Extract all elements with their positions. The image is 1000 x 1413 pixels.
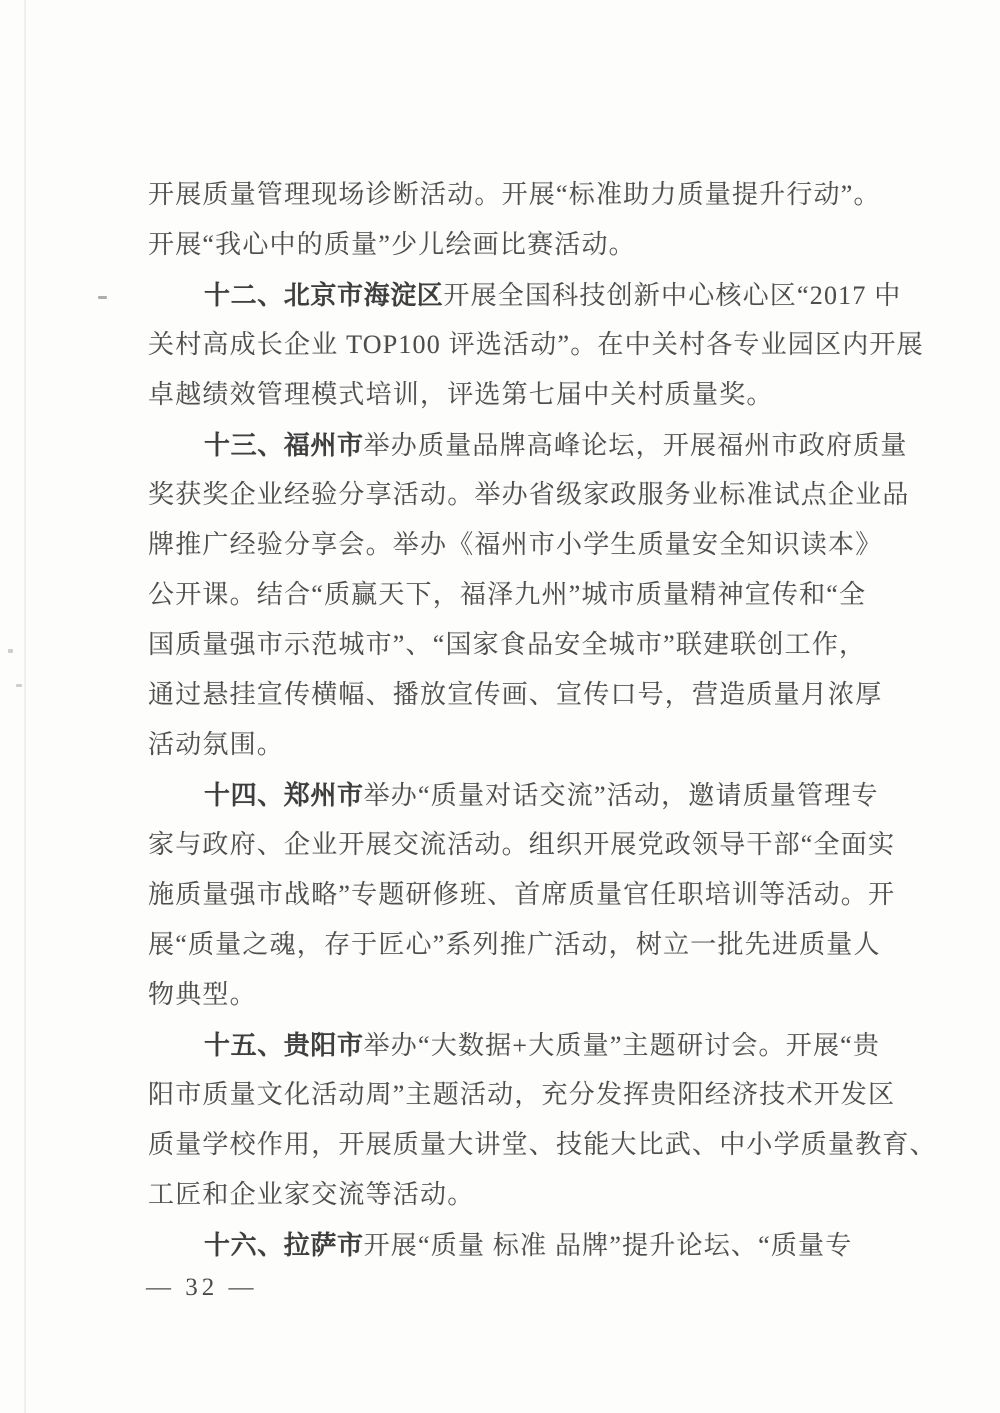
line-text: 通过悬挂宣传横幅、播放宣传画、宣传口号，营造质量月浓厚: [148, 680, 883, 709]
text-line: [148, 770, 918, 820]
line-text: 展“质量之魂，存于匠心”系列推广活动，树立一批先进质量人: [148, 930, 881, 959]
line-text: 开展全国科技创新中心核心区“2017 中: [443, 281, 902, 310]
text-line: [148, 1120, 937, 1170]
line-text: 质量学校作用，开展质量大讲堂、技能大比武、中小学质量教育、: [148, 1130, 937, 1159]
page-number: — 32 —: [146, 1274, 258, 1301]
text-line: [148, 820, 918, 870]
text-line: [148, 370, 918, 420]
line-text: 关村高成长企业 TOP100 评选活动”。在中关村各专业园区内开展: [148, 330, 924, 359]
line-text: 举办质量品牌高峰论坛，开展福州市政府质量: [363, 431, 908, 460]
text-line: [148, 620, 918, 670]
scan-edge-artifact: [24, 0, 26, 1413]
line-text: 牌推广经验分享会。举办《福州市小学生质量安全知识读本》: [148, 530, 883, 559]
line-text: 举办“质量对话交流”活动，邀请质量管理专: [363, 781, 879, 810]
text-line: [148, 1220, 918, 1270]
line-text: 开展质量管理现场诊断活动。开展“标准助力质量提升行动”。: [148, 180, 881, 209]
text-line: [148, 920, 918, 970]
scan-speck: [8, 649, 13, 653]
paragraph-lead: 十六、拉萨市: [204, 1230, 364, 1260]
text-line: [148, 220, 918, 270]
text-line: [148, 1170, 918, 1220]
paragraph-lead: 十五、贵阳市: [204, 1030, 364, 1060]
line-text: 工匠和企业家交流等活动。: [148, 1180, 475, 1209]
text-line: [148, 1020, 918, 1070]
paragraph-lead: 十二、北京市海淀区: [204, 280, 444, 310]
text-line: [148, 970, 918, 1020]
scan-speck: [16, 684, 22, 687]
document-body: [148, 170, 937, 1270]
line-text: 施质量强市战略”专题研修班、首席质量官任职培训等活动。开: [148, 880, 896, 909]
line-text: 家与政府、企业开展交流活动。组织开展党政领导干部“全面实: [148, 830, 896, 859]
text-line: [148, 720, 918, 770]
line-text: 活动氛围。: [148, 730, 285, 759]
text-line: [148, 470, 918, 520]
text-line: [148, 570, 918, 620]
text-line: [148, 170, 918, 220]
line-text: 阳市质量文化活动周”主题活动，充分发挥贵阳经济技术开发区: [148, 1080, 896, 1109]
paragraph-lead: 十四、郑州市: [204, 780, 364, 810]
line-text: 奖获奖企业经验分享活动。举办省级家政服务业标准试点企业品: [148, 480, 910, 509]
text-line: [148, 870, 918, 920]
text-line: [148, 420, 918, 470]
line-text: 举办“大数据+大质量”主题研讨会。开展“贵: [363, 1031, 881, 1060]
line-text: 卓越绩效管理模式培训，评选第七届中关村质量奖。: [148, 380, 774, 409]
text-line: [148, 320, 924, 370]
line-text: 开展“我心中的质量”少儿绘画比赛活动。: [148, 230, 636, 259]
line-text: 开展“质量 标准 品牌”提升论坛、“质量专: [363, 1231, 853, 1260]
text-line: [148, 270, 918, 320]
line-text: 物典型。: [148, 980, 257, 1009]
text-line: [148, 1070, 918, 1120]
text-line: [148, 520, 918, 570]
text-line: [148, 670, 918, 720]
paragraph-lead: 十三、福州市: [204, 430, 364, 460]
scan-speck: [98, 296, 107, 299]
line-text: 公开课。结合“质赢天下，福泽九州”城市质量精神宣传和“全: [148, 580, 867, 609]
line-text: 国质量强市示范城市”、“国家食品安全城市”联建联创工作，: [148, 630, 867, 659]
